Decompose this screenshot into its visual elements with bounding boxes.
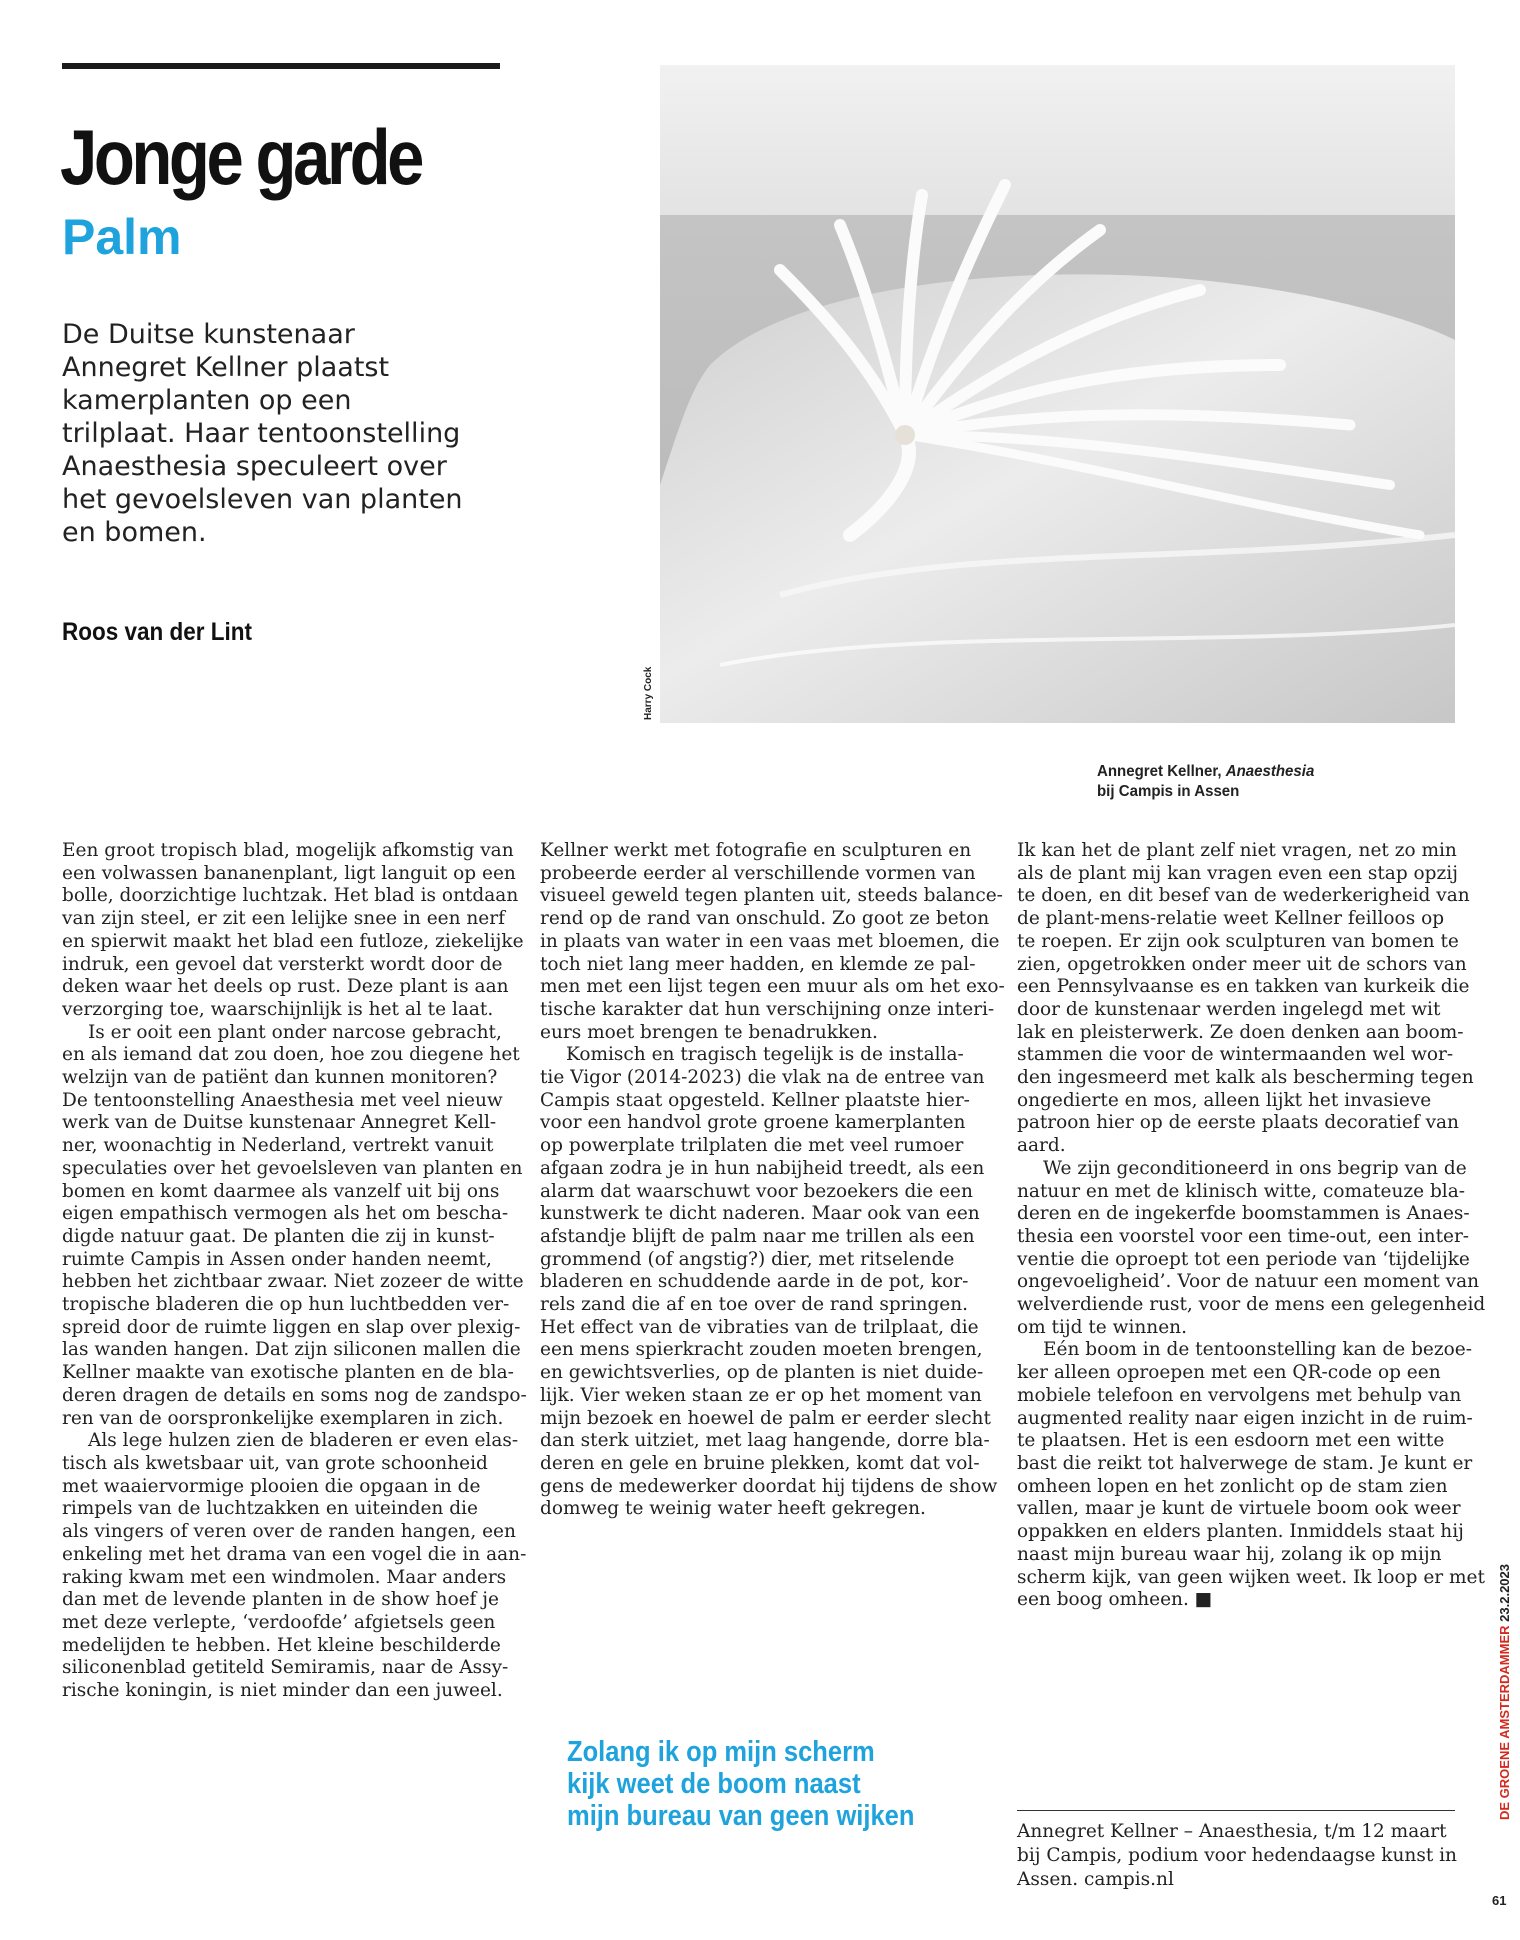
text-line: men met een lijst tegen een muur als om het exo- (540, 976, 1005, 998)
text-line: te plaatsen. Het is een esdoorn met een witte (1017, 1430, 1445, 1452)
text-line: indruk, een gevoel dat versterkt wordt door de (62, 953, 503, 975)
text-line: enkeling met het drama van een vogel die in aan- (62, 1543, 527, 1565)
text-line: welzijn van de patiënt dan kunnen monitoren? (62, 1067, 498, 1089)
text-line: Komisch en tragisch tegelijk is de installa- (566, 1044, 964, 1066)
photo-caption (1097, 762, 1314, 802)
article-subtitle: Palm (62, 209, 182, 265)
text-line: den ingesmeerd met kalk als bescherming tegen (1017, 1067, 1474, 1089)
text-line: ventie die oproept tot een periode van ‘tijdelijke (1017, 1248, 1470, 1270)
text-line: raking kwam met een windmolen. Maar anders (62, 1566, 507, 1588)
text-line: lijk. Vier weken staan ze er op het moment van (540, 1384, 982, 1406)
text-line: door de kunstenaar werden ingelegd met wit (1017, 998, 1441, 1020)
text-line: probeerde eerder al verschillende vormen van (540, 862, 976, 884)
text-line: van zijn steel, er zit een lelijke snee in een nerf (62, 908, 505, 930)
text-line: tie Vigor (2014-2023) die vlak na de entree van (540, 1067, 985, 1089)
text-line: tropische bladeren die op hun luchtbedden ver- (62, 1294, 510, 1316)
text-line: thesia een voorstel voor een time-out, een inter- (1017, 1225, 1470, 1247)
text-line: de plant-mens-relatie weet Kellner feilloos op (1017, 908, 1445, 930)
text-line: bladeren en schuddende aarde in de pot, kor- (540, 1271, 969, 1293)
text-line: om tijd te winnen. (1017, 1316, 1187, 1338)
text-line: oppakken en elders planten. Inmiddels staat hij (1017, 1521, 1464, 1543)
text-line: afstandje blijft de palm naar me trillen als een (540, 1225, 975, 1247)
text-line: een Pennsylvaanse es en takken van kurkeik die (1017, 976, 1470, 998)
text-line: We zijn geconditioneerd in ons begrip van de (1043, 1157, 1467, 1179)
text-line: een volwassen bananenplant, ligt languit op een (62, 862, 516, 884)
pull-quote-line: mijn bureau van geen wijken (567, 1800, 915, 1832)
text-line: ongevoeligheid’. Voor de natuur een moment van (1017, 1271, 1480, 1293)
text-line: grommend (of angstig?) dier, met ritselende (540, 1248, 955, 1270)
text-line: rimpels van de luchtzakken en uiteinden die (62, 1498, 478, 1520)
text-line: en gewichtsverlies, op de planten is niet duide- (540, 1362, 984, 1384)
lead-line: Annegret Kellner plaatst (62, 352, 390, 383)
artwork-photo (660, 65, 1455, 723)
text-line: deken waar het deels op rust. Deze plant is aan (62, 976, 509, 998)
body-column-1 (62, 840, 527, 1703)
caption-line (1097, 762, 1314, 782)
lead-line: kamerplanten op een (62, 385, 352, 416)
text-line: te doen, en dit besef van de wederkerigheid van (1017, 885, 1470, 907)
text-line: bolle, doorzichtige luchtzak. Het blad is ontdaan (62, 885, 519, 907)
text-line: eigen empathisch vermogen als het om bescha- (62, 1203, 509, 1225)
text-line: mobiele telefoon en vervolgens met behulp van (1017, 1384, 1462, 1406)
magazine-name: DE GROENE AMSTERDAMMER (1497, 1625, 1512, 1820)
text-line: natuur en met de klinisch witte, comateuze bla- (1017, 1180, 1465, 1202)
lead-line: Anaesthesia speculeert over (62, 451, 447, 482)
text-line: op powerplate trilplaten die met veel rumoer (540, 1135, 964, 1157)
text-line: medelijden te hebben. Het kleine beschilderde (62, 1634, 501, 1656)
text-line: ongedierte en mos, alleen lijkt het invasieve (1017, 1089, 1432, 1111)
text-line: domweg te weinig water heeft gekregen. (540, 1498, 926, 1520)
text-line: rische koningin, is niet minder dan een juweel. (62, 1680, 503, 1702)
text-line: visueel geweld tegen planten uit, steeds balance- (540, 885, 1003, 907)
text-line: en als iemand dat zou doen, hoe zou diegene het (62, 1044, 520, 1066)
text-line: rend op de rand van onschuld. Zo goot ze beton (540, 908, 990, 930)
text-line: Ik kan het de plant zelf niet vragen, net zo min (1017, 840, 1457, 861)
text-line: als de plant mij kan vragen even een stap opzij (1017, 862, 1458, 884)
text-line: deren en gele en bruine plekken, komt dat vol- (540, 1452, 980, 1474)
text-line: voor een handvol grote groene kamerplanten (540, 1112, 966, 1134)
info-divider (1017, 1810, 1455, 1811)
text-line: met waaiervormige plooien die opgaan in de (62, 1475, 481, 1497)
text-line: als vingers of veren over de randen hangen, een (62, 1521, 516, 1543)
text-line: afgaan zodra je in hun nabijheid treedt, als een (540, 1157, 985, 1179)
text-line: zien, opgetrokken onder meer uit de schors van (1017, 953, 1467, 975)
exhibition-info (1017, 1820, 1457, 1892)
text-line: Een groot tropisch blad, mogelijk afkomstig van (62, 840, 514, 861)
text-line: en spierwit maakt het blad een futloze, ziekelijke (62, 930, 524, 952)
text-line: lak en pleisterwerk. Ze doen denken aan boom- (1017, 1021, 1464, 1043)
text-line: ker alleen oproepen met een QR-code op een (1017, 1362, 1441, 1384)
text-line: digde natuur gaat. De planten die zij in kunst- (62, 1225, 495, 1247)
magazine-footer (1497, 1564, 1512, 1820)
text-line: deren dragen de details en soms nog de zandspo- (62, 1384, 527, 1406)
author-byline: Roos van der Lint (62, 618, 253, 646)
text-line: patroon hier op de eerste plaats decoratief van (1017, 1112, 1459, 1134)
text-line: aard. (1017, 1135, 1066, 1157)
text-line: werk van de Duitse kunstenaar Annegret Kell- (62, 1112, 497, 1134)
lead-line: het gevoelsleven van planten (62, 484, 463, 515)
text-line: tische karakter dat hun verschijning onze interi- (540, 998, 995, 1020)
text-line: bast die reikt tot halverwege de stam. Je kunt er (1017, 1452, 1473, 1474)
text-line: spreid door de ruimte liggen en slap over plexig- (62, 1316, 521, 1338)
lead-paragraph (62, 318, 512, 549)
text-line: Is er ooit een plant onder narcose gebracht, (88, 1021, 502, 1043)
text-line: dan met de levende planten in de show hoef je (62, 1589, 499, 1611)
issue-date: 23.2.2023 (1497, 1564, 1512, 1622)
info-line: Assen. campis.nl (1017, 1869, 1174, 1890)
caption-line: bij Campis in Assen (1097, 783, 1240, 800)
text-line: ren van de oorspronkelijke exemplaren in zich. (62, 1407, 504, 1429)
info-line: bij Campis, podium voor hedendaagse kunst in (1017, 1845, 1457, 1866)
text-line: De tentoonstelling Anaesthesia met veel nieuw (62, 1089, 503, 1111)
text-line: vallen, maar je kunt de virtuele boom ook weer (1017, 1498, 1461, 1520)
text-line: Campis staat opgesteld. Kellner plaatste hier- (540, 1089, 970, 1111)
text-line: gens de medewerker doordat hij tijdens de show (540, 1475, 998, 1497)
text-line: Kellner werkt met fotografie en sculpturen en (540, 840, 972, 861)
text-line: eurs moet brengen te benadrukken. (540, 1021, 878, 1043)
text-line: toch niet lang meer hadden, en klemde ze pal- (540, 953, 976, 975)
text-line: met deze verlepte, ‘verdoofde’ afgietsels geen (62, 1611, 496, 1633)
text-line: siliconenblad getiteld Semiramis, naar de Assy- (62, 1657, 509, 1679)
text-line: te roepen. Er zijn ook sculpturen van bomen te (1017, 930, 1459, 952)
text-line: ner, woonachtig in Nederland, vertrekt vanuit (62, 1135, 494, 1157)
pull-quote-line: kijk weet de boom naast (567, 1768, 861, 1800)
body-column-2 (540, 840, 1005, 1521)
text-line: rels zand die af en toe over de rand springen. (540, 1294, 969, 1316)
text-line: een mens spierkracht zouden moeten brengen, (540, 1339, 983, 1361)
text-line: deren en de ingekerfde boomstammen is Anaes- (1017, 1203, 1470, 1225)
text-line: bomen en komt daarmee als vanzelf uit bij ons (62, 1180, 500, 1202)
body-column-3 (1017, 840, 1485, 1612)
pull-quote-line: Zolang ik op mijn scherm (567, 1736, 875, 1768)
text-line: Eén boom in de tentoonstelling kan de bezoe- (1043, 1339, 1472, 1361)
text-line: Het effect van de vibraties van de trilplaat, die (540, 1316, 979, 1338)
text-line: welverdiende rust, voor de mens een gelegenheid (1017, 1294, 1486, 1316)
text-line: in plaats van water in een vaas met bloemen, die (540, 930, 1000, 952)
text-line: naast mijn bureau waar hij, zolang ik op mijn (1017, 1543, 1442, 1565)
text-line: ruimte Campis in Assen onder handen neemt, (62, 1248, 492, 1270)
text-line: stammen die voor de wintermaanden wel wor- (1017, 1044, 1454, 1066)
text-line: alarm dat waarschuwt voor bezoekers die een (540, 1180, 973, 1202)
lead-line: en bomen. (62, 517, 207, 548)
text-line: Kellner maakte van exotische planten en de bla- (62, 1362, 514, 1384)
text-line: omheen lopen en het zonlicht op de stam zien (1017, 1475, 1448, 1497)
header-rule (62, 63, 500, 69)
text-line: las wanden hangen. Dat zijn siliconen mallen die (62, 1339, 521, 1361)
page-number: 61 (1492, 1893, 1507, 1908)
photo-credit: Harry Cock (643, 666, 654, 720)
text-line: tisch als kwetsbaar uit, van grote schoonheid (62, 1452, 488, 1474)
text-line: augmented reality naar eigen inzicht in de ruim- (1017, 1407, 1473, 1429)
text-line: speculaties over het gevoelsleven van planten en (62, 1157, 523, 1179)
text-line: een boog omheen. ■ (1017, 1589, 1213, 1611)
text-line: scherm kijk, van geen wijken weet. Ik loop er met (1017, 1566, 1485, 1588)
caption-title: Anaesthesia (1225, 763, 1315, 780)
text-line: Als lege hulzen zien de bladeren er even elas- (88, 1430, 519, 1452)
lead-line: trilplaat. Haar tentoonstelling (62, 418, 461, 449)
text-line: hebben het zichtbaar zwaar. Niet zozeer de witte (62, 1271, 524, 1293)
pull-quote (567, 1736, 914, 1832)
caption-prefix: Annegret Kellner, (1097, 763, 1226, 780)
info-line: Annegret Kellner – Anaesthesia, t/m 12 maart (1017, 1821, 1447, 1842)
article-title: Jonge garde (60, 113, 422, 201)
text-line: verzorging toe, waarschijnlijk is het al te laat. (62, 998, 494, 1020)
lead-line: De Duitse kunstenaar (62, 319, 355, 350)
text-line: mijn bezoek en hoewel de palm er eerder slecht (540, 1407, 991, 1429)
text-line: dan sterk uitziet, met laag hangende, dorre bla- (540, 1430, 990, 1452)
text-line: kunstwerk te dicht naderen. Maar ook van een (540, 1203, 980, 1225)
